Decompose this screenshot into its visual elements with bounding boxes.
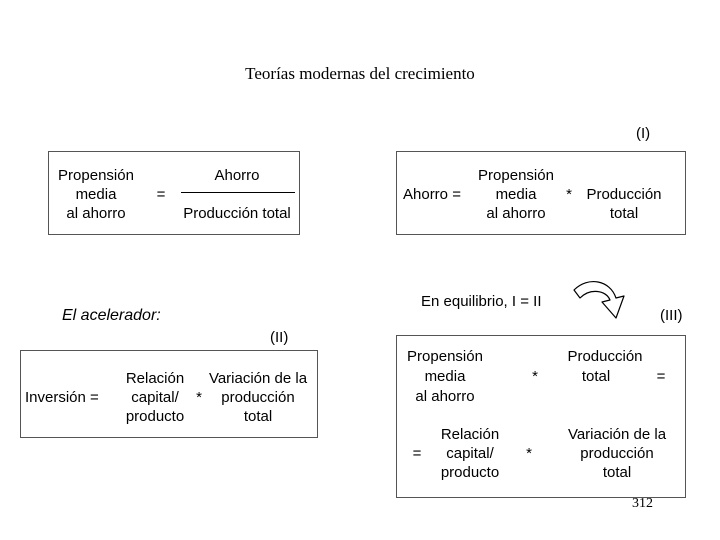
eq-propensity-line-1: Propensión <box>407 348 483 365</box>
capital-ratio-line-1: Relación <box>125 370 185 387</box>
propensity-line-2: media <box>75 186 117 203</box>
propensity-line-1: Propensión <box>58 167 134 184</box>
production-line-1: Producción <box>586 186 662 203</box>
eq-propensity-line-3: al ahorro <box>415 388 475 405</box>
fraction-bar <box>181 192 295 193</box>
equals-sign: = <box>412 445 422 462</box>
label-one: (I) <box>636 125 651 142</box>
propensity-line-3: al ahorro <box>66 205 126 222</box>
multiply-sign: * <box>532 368 538 385</box>
curved-arrow-icon <box>570 276 634 324</box>
production-change-line-2: producción <box>221 389 295 406</box>
accelerator-label: El acelerador: <box>62 307 161 324</box>
fraction-numerator: Ahorro <box>214 167 260 184</box>
savings-lhs: Ahorro = <box>403 186 461 203</box>
page-title: Teorías modernas del crecimiento <box>245 64 475 83</box>
eq-propensity-line-2: media <box>424 368 466 385</box>
eq-production-change-line-1: Variación de la <box>567 426 667 443</box>
capital-ratio-line-2: capital/ <box>131 389 179 406</box>
eq-production-line-1: Producción <box>567 348 643 365</box>
equals-sign: = <box>156 186 166 203</box>
eq-capital-ratio-line-3: producto <box>440 464 500 481</box>
multiply-sign: * <box>566 186 572 203</box>
production-line-2: total <box>609 205 639 222</box>
eq-capital-ratio-line-1: Relación <box>440 426 500 443</box>
multiply-sign: * <box>526 445 532 462</box>
eq-production-line-2: total <box>581 368 611 385</box>
savings-equation-box <box>396 151 686 235</box>
multiply-sign: * <box>196 389 202 406</box>
equilibrium-label: En equilibrio, I = II <box>421 293 542 310</box>
production-change-line-1: Variación de la <box>208 370 308 387</box>
equals-sign: = <box>656 368 666 385</box>
accelerator-box <box>20 350 318 438</box>
fraction-denominator: Producción total <box>183 205 291 222</box>
eq-capital-ratio-line-2: capital/ <box>446 445 494 462</box>
page-number: 312 <box>632 496 653 511</box>
label-two: (II) <box>270 329 289 346</box>
equilibrium-box <box>396 335 686 498</box>
label-three: (III) <box>660 307 683 324</box>
eq-production-change-line-2: producción <box>580 445 654 462</box>
savings-propensity-box <box>48 151 300 235</box>
box2-propensity-line-1: Propensión <box>478 167 554 184</box>
box2-propensity-line-3: al ahorro <box>486 205 546 222</box>
production-change-line-3: total <box>243 408 273 425</box>
capital-ratio-line-3: producto <box>125 408 185 425</box>
eq-production-change-line-3: total <box>602 464 632 481</box>
box2-propensity-line-2: media <box>495 186 537 203</box>
investment-lhs: Inversión = <box>25 389 99 406</box>
